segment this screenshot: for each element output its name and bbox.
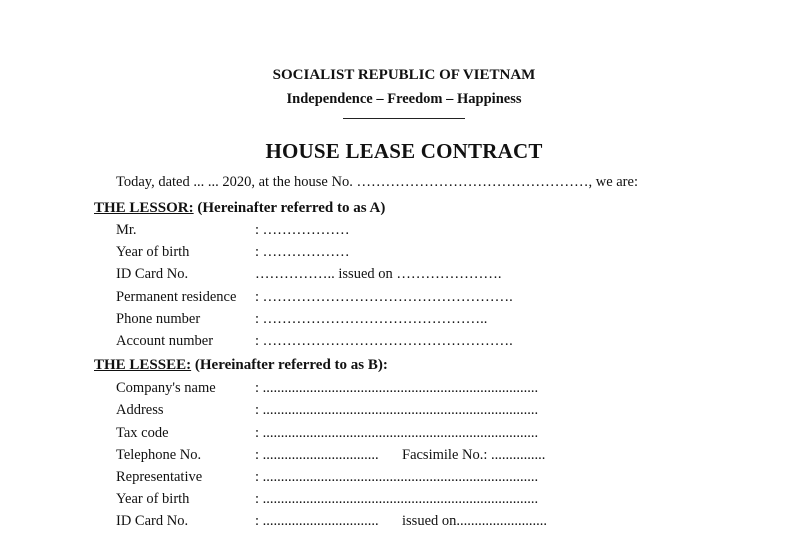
lessor-field-value: …………….. issued on …………………. [255, 266, 502, 282]
lessor-field-value: : ……………… [255, 244, 350, 260]
lessee-field-value: : ............................................................................ [255, 469, 539, 485]
country-heading: SOCIALIST REPUBLIC OF VIETNAM [272, 67, 536, 83]
lessor-field-label: Year of birth [116, 244, 190, 260]
lessor-field-label: Permanent residence [116, 289, 237, 305]
issued-on-value: ......................... [456, 513, 547, 529]
document-title: HOUSE LEASE CONTRACT [265, 139, 543, 163]
lessor-field-label: Account number [116, 333, 214, 349]
lessee-field-value: : ............................................................................ [255, 491, 539, 507]
lessee-field-value: : ............................................................................ [255, 402, 539, 418]
lessee-field-label: Telephone No. [116, 447, 202, 463]
lessee-field-value: : ................................ [255, 513, 379, 529]
lessee-field-label: Representative [116, 469, 203, 485]
lessor-field-value: : ……………………………………………. [255, 333, 513, 349]
lessor-heading-label: THE LESSOR: [94, 200, 194, 216]
lessor-heading-note: (Hereinafter referred to as A) [193, 200, 386, 216]
fax-label: Facsimile No.: [402, 447, 488, 463]
lessor-field-label: Mr. [116, 222, 137, 238]
lessor-field-label: Phone number [116, 311, 201, 327]
lessee-field-label: Company's name [116, 380, 216, 396]
issued-on-label: issued on [402, 513, 457, 529]
motto: Independence – Freedom – Happiness [286, 91, 522, 107]
lessor-field-label: ID Card No. [116, 266, 189, 282]
lessee-field-label: ID Card No. [116, 513, 189, 529]
lessee-field-value: : ................................ [255, 447, 379, 463]
lessee-heading-label: THE LESSEE: [94, 357, 192, 373]
intro-line: Today, dated ... ... 2020, at the house No. …………………………………………, we are: [116, 174, 638, 190]
header-divider [343, 118, 465, 119]
lessor-field-value: : ……………………………………………. [255, 289, 513, 305]
lessee-heading [94, 357, 388, 374]
lessee-field-value: : ............................................................................ [255, 380, 539, 396]
lessee-field-label: Year of birth [116, 491, 190, 507]
lessor-heading [94, 200, 385, 217]
lessee-field-extra [402, 513, 547, 530]
lessee-field-extra [402, 447, 545, 464]
lessor-field-value: : ……………………………………….. [255, 311, 488, 327]
lessee-field-label: Address [116, 402, 164, 418]
lessor-field-value: : ……………… [255, 222, 350, 238]
lessee-field-value: : ............................................................................ [255, 425, 539, 441]
fax-value: ............... [487, 447, 546, 463]
lessee-field-label: Tax code [116, 425, 169, 441]
lessee-heading-note: (Hereinafter referred to as B): [191, 357, 388, 373]
